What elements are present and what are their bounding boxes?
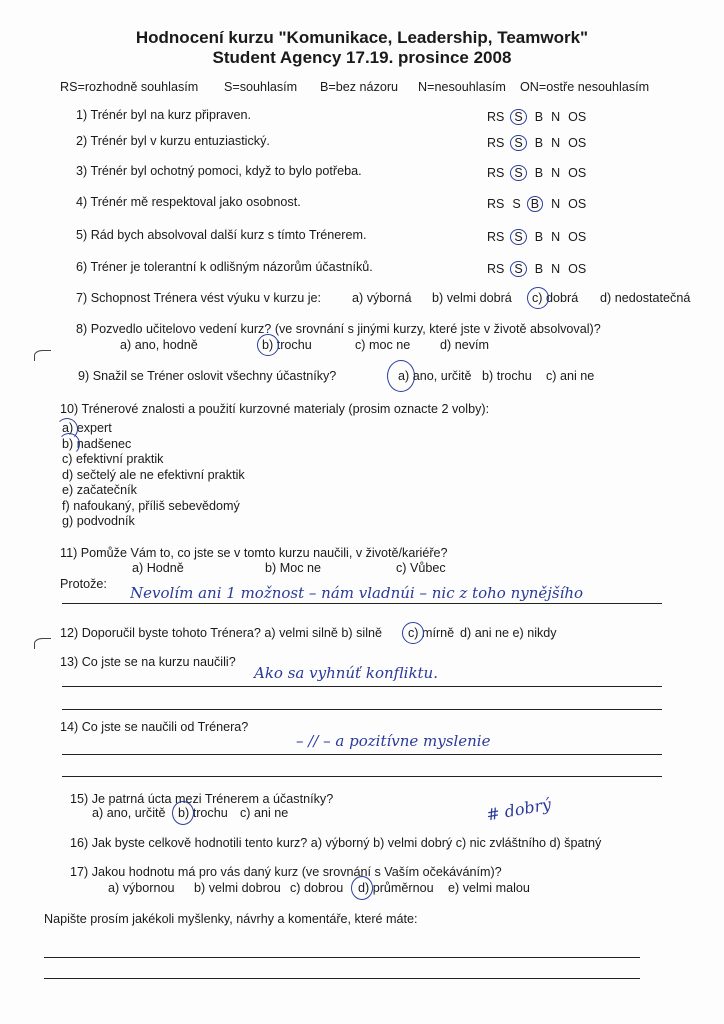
q11-text: 11) Pomůže Vám to, co jste se v tomto kurzu naučili, v životě/kariéře? [60, 546, 448, 560]
comments-prompt: Napište prosím jakékoli myšlenky, návrhy a komentáře, které máte: [44, 912, 418, 926]
statement-6-option-rs[interactable]: RS [487, 262, 505, 276]
q13-answer-line-2 [62, 709, 662, 710]
q17-selection-circle [351, 876, 373, 900]
q10-option-c[interactable]: c) efektivní praktik [62, 452, 164, 466]
statement-1-text: 1) Trénér byl na kurz připraven. [76, 108, 251, 122]
statement-2-text: 2) Trénér byl v kurzu entuziastický. [76, 134, 270, 148]
q9-option-a[interactable]: a) ano, určitě [398, 369, 472, 383]
q8-option-b[interactable]: b) trochu [262, 338, 312, 352]
statement-3-option-b[interactable]: B [534, 166, 544, 180]
q11-option-b[interactable]: b) Moc ne [265, 561, 321, 575]
q16-text: 16) Jak byste celkově hodnotili tento kurz? a) výborný b) velmi dobrý c) nic zvláštního d) špatný [70, 836, 602, 850]
q9-text: 9) Snažil se Tréner oslovit všechny účastníky? [78, 369, 337, 383]
statement-2-option-n[interactable]: N [551, 136, 561, 150]
q10-option-e[interactable]: e) začatečník [62, 483, 137, 497]
q11-answer-line [62, 603, 662, 604]
q17-option-a[interactable]: a) výbornou [108, 881, 175, 895]
statement-2-option-s[interactable]: S [510, 135, 526, 151]
statement-2-option-b[interactable]: B [534, 136, 544, 150]
statement-1-option-os[interactable]: OS [568, 110, 587, 124]
q7-selection-circle [527, 287, 549, 309]
legend-b: B=bez názoru [320, 80, 399, 94]
q17-option-e[interactable]: e) velmi malou [448, 881, 530, 895]
q15-text: 15) Je patrná úcta mezi Trénerem a účastníky? [70, 792, 334, 806]
q8-text: 8) Pozvedlo učitelovo vedení kurz? (ve srovnání s jinými kurzy, které jste v životě absolvoval)? [76, 322, 601, 336]
statement-5-text: 5) Rád bych absolvoval další kurz s tímto Trénerem. [76, 228, 367, 242]
q12-option-c[interactable]: c) mírně [408, 626, 455, 640]
statement-4-option-os[interactable]: OS [568, 197, 587, 211]
statement-2-option-rs[interactable]: RS [487, 136, 505, 150]
q14-answer-line-1 [62, 754, 662, 755]
form-title: Hodnocení kurzu "Komunikace, Leadership, Teamwork" [135, 28, 589, 47]
statement-5-option-rs[interactable]: RS [487, 230, 505, 244]
q7-option-a[interactable]: a) výborná [352, 291, 412, 305]
statement-4-option-n[interactable]: N [551, 197, 561, 211]
comments-line-1 [44, 957, 640, 958]
statement-5-option-s[interactable]: S [510, 229, 526, 245]
q15-selection-circle [172, 801, 194, 825]
legend-s: S=souhlasím [224, 80, 298, 94]
q7-option-c[interactable]: c) dobrá [532, 291, 579, 305]
punch-hole-mark-2 [34, 638, 51, 649]
q10-option-d[interactable]: d) sečtelý ale ne efektivní praktik [62, 467, 245, 482]
statement-1-option-s[interactable]: S [510, 109, 526, 125]
q10-option-a[interactable]: a) expert [62, 421, 112, 435]
q13-answer-line-1 [62, 686, 662, 687]
q14-answer-line-2 [62, 776, 662, 777]
q10-text: 10) Trénerové znalosti a použití kurzovné materialy (prosim oznacte 2 volby): [60, 402, 490, 416]
statement-5-option-os[interactable]: OS [568, 230, 587, 244]
legend-n: N=nesouhlasím [418, 80, 506, 94]
statement-6-text: 6) Tréner je tolerantní k odlišným názorům účastníků. [76, 260, 373, 274]
statement-6-option-s[interactable]: S [510, 261, 526, 277]
q12-selection-circle [402, 622, 424, 644]
statement-3-text: 3) Trénér byl ochotný pomoci, když to bylo potřeba. [76, 164, 362, 178]
q10-selection-b [58, 433, 80, 455]
q8-option-c[interactable]: c) moc ne [355, 338, 411, 352]
statement-4-option-b[interactable]: B [527, 196, 543, 212]
statement-5-scale [487, 230, 594, 244]
q17-option-b[interactable]: b) velmi dobrou [194, 881, 281, 895]
statement-3-option-os[interactable]: OS [568, 166, 587, 180]
q11-because-label: Protože: [60, 577, 107, 591]
statement-6-option-n[interactable]: N [551, 262, 561, 276]
q8-option-d[interactable]: d) nevím [440, 338, 489, 352]
statement-3-scale [487, 166, 594, 180]
q17-text: 17) Jakou hodnotu má pro vás daný kurz (ve srovnání s Vaším očekáváním)? [70, 865, 502, 879]
q17-option-d[interactable]: d) průměrnou [358, 881, 434, 895]
q12-text: 12) Doporučil byste tohoto Trénera? a) velmi silně b) silně [60, 626, 382, 640]
q15-option-a[interactable]: a) ano, určitě [92, 806, 166, 820]
q10-option-f[interactable]: f) nafoukaný, příliš sebevědomý [62, 498, 240, 513]
q15-handwritten-note: # dobrý [484, 794, 553, 825]
statement-4-option-s[interactable]: S [512, 197, 521, 211]
statement-4-scale [487, 197, 594, 211]
statement-1-option-rs[interactable]: RS [487, 110, 505, 124]
q9-option-c[interactable]: c) ani ne [546, 369, 595, 383]
q15-option-b[interactable]: b) trochu [178, 806, 228, 820]
q12-other-options: d) ani ne e) nikdy [460, 626, 557, 640]
statement-5-option-n[interactable]: N [551, 230, 561, 244]
q10-option-g[interactable]: g) podvodník [62, 514, 135, 528]
q14-text: 14) Co jste se naučili od Trénera? [60, 720, 249, 734]
q7-option-d[interactable]: d) nedostatečná [600, 291, 691, 305]
statement-2-scale [487, 136, 594, 150]
q13-handwritten-answer[interactable]: Ako sa vyhnúť konfliktu. [254, 664, 438, 682]
statement-4-option-rs[interactable]: RS [487, 197, 505, 211]
statement-2-option-os[interactable]: OS [568, 136, 587, 150]
q13-text: 13) Co jste se na kurzu naučili? [60, 655, 236, 669]
statement-3-option-rs[interactable]: RS [487, 166, 505, 180]
q11-option-c[interactable]: c) Vůbec [396, 561, 446, 575]
statement-6-scale [487, 262, 594, 276]
comments-line-2 [44, 978, 640, 979]
statement-5-option-b[interactable]: B [534, 230, 544, 244]
legend-on: ON=ostře nesouhlasím [520, 80, 650, 94]
q11-option-a[interactable]: a) Hodně [132, 561, 184, 575]
statement-3-option-s[interactable]: S [510, 165, 526, 181]
q9-option-b[interactable]: b) trochu [482, 369, 532, 383]
q11-handwritten-answer[interactable]: Nevolím ani 1 možnost – nám vladnúi – nic z toho nynějšího [130, 584, 584, 602]
statement-6-option-b[interactable]: B [534, 262, 544, 276]
q8-selection-circle [257, 334, 279, 356]
q10-option-b[interactable]: b) nadšenec [62, 436, 132, 451]
statement-1-scale [487, 110, 594, 124]
statement-3-option-n[interactable]: N [551, 166, 561, 180]
q7-text: 7) Schopnost Trénera vést výuku v kurzu je: [76, 291, 321, 305]
q8-option-a[interactable]: a) ano, hodně [120, 338, 198, 352]
statement-4-text: 4) Trénér mě respektoval jako osobnost. [76, 195, 301, 209]
q15-option-c[interactable]: c) ani ne [240, 806, 289, 820]
q7-option-b[interactable]: b) velmi dobrá [432, 291, 512, 305]
punch-hole-mark [34, 350, 51, 361]
statement-6-option-os[interactable]: OS [568, 262, 587, 276]
q14-handwritten-answer[interactable]: – // – a pozitívne myslenie [296, 732, 491, 750]
legend-rs: RS=rozhodně souhlasím [60, 80, 199, 94]
statement-1-option-n[interactable]: N [551, 110, 561, 124]
q17-option-c[interactable]: c) dobrou [290, 881, 344, 895]
form-subtitle: Student Agency 17.19. prosince 2008 [212, 48, 512, 67]
statement-1-option-b[interactable]: B [534, 110, 544, 124]
